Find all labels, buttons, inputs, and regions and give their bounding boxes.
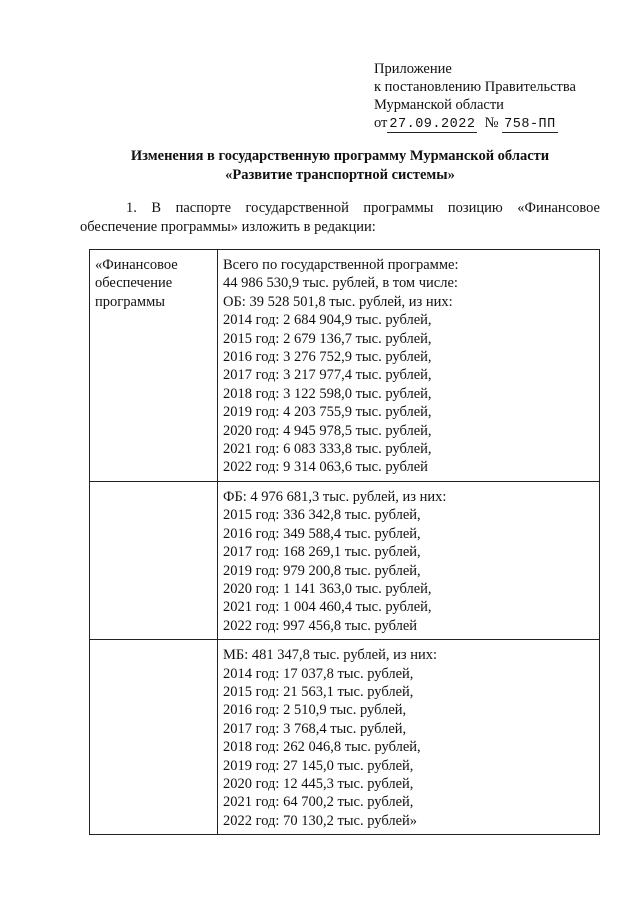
table-line: 2018 год: 262 046,8 тыс. рублей,	[223, 739, 421, 756]
title-line-2: «Развитие транспортной системы»	[225, 167, 455, 183]
appendix-line-2: к постановлению Правительства	[374, 79, 576, 95]
section-ob-cell	[218, 250, 600, 482]
appendix-block	[374, 60, 576, 134]
empty-label-cell	[90, 481, 218, 639]
table-line: 2015 год: 21 563,1 тыс. рублей,	[223, 683, 414, 700]
appendix-date-line	[374, 114, 576, 134]
table-line: 2021 год: 1 004 460,4 тыс. рублей,	[223, 599, 432, 616]
table-line: ФБ: 4 976 681,3 тыс. рублей, из них:	[223, 488, 447, 505]
table-row	[90, 640, 600, 835]
document-date: 27.09.2022	[389, 117, 476, 132]
label-line: обеспечение	[95, 275, 173, 292]
table-line: 2019 год: 979 200,8 тыс. рублей,	[223, 562, 421, 579]
table-line: 2018 год: 3 122 598,0 тыс. рублей,	[223, 385, 432, 402]
table-line: 44 986 530,9 тыс. рублей, в том числе:	[223, 275, 458, 292]
table-line: 2020 год: 12 445,3 тыс. рублей,	[223, 775, 414, 792]
table-line: 2019 год: 27 145,0 тыс. рублей,	[223, 757, 414, 774]
table-line: 2020 год: 4 945 978,5 тыс. рублей,	[223, 422, 432, 439]
title-line-1: Изменения в государственную программу Мурманской области	[130, 148, 550, 164]
appendix-line-3: Мурманской области	[374, 97, 504, 113]
label-line: программы	[95, 293, 165, 310]
date-prefix: от	[374, 115, 388, 131]
number-sign: №	[484, 115, 499, 131]
table-line: 2017 год: 3 217 977,4 тыс. рублей,	[223, 367, 432, 384]
table-line: 2022 год: 997 456,8 тыс. рублей	[223, 617, 418, 634]
document-number: 758-ПП	[504, 117, 556, 132]
table-line: 2020 год: 1 141 363,0 тыс. рублей,	[223, 580, 432, 597]
table-line: МБ: 481 347,8 тыс. рублей, из них:	[223, 647, 437, 664]
table-line: 2016 год: 349 588,4 тыс. рублей,	[223, 525, 421, 542]
table-line: 2022 год: 70 130,2 тыс. рублей»	[223, 812, 418, 829]
table-line: 2014 год: 17 037,8 тыс. рублей,	[223, 665, 414, 682]
intro-paragraph: 1. В паспорте государственной программы позицию «Финансовое обеспечение программы» изложить в редакции:	[80, 200, 600, 235]
table-line: 2015 год: 2 679 136,7 тыс. рублей,	[223, 330, 432, 347]
section-fb-cell	[218, 481, 600, 639]
table-row	[90, 481, 600, 639]
table-row	[90, 250, 600, 482]
table-line: 2017 год: 168 269,1 тыс. рублей,	[223, 544, 421, 561]
section-mb-cell	[218, 640, 600, 835]
empty-label-cell	[90, 640, 218, 835]
page-title	[80, 147, 600, 185]
table-line: 2015 год: 336 342,8 тыс. рублей,	[223, 507, 421, 524]
table-line: 2021 год: 64 700,2 тыс. рублей,	[223, 794, 414, 811]
table-line: 2016 год: 2 510,9 тыс. рублей,	[223, 702, 407, 719]
table-line: 2017 год: 3 768,4 тыс. рублей,	[223, 720, 407, 737]
table-line: 2019 год: 4 203 755,9 тыс. рублей,	[223, 404, 432, 421]
table-line: 2022 год: 9 314 063,6 тыс. рублей	[223, 459, 428, 476]
financing-table	[89, 249, 600, 835]
appendix-line-1: Приложение	[374, 61, 452, 77]
label-line: «Финансовое	[95, 257, 178, 273]
table-line: ОБ: 39 528 501,8 тыс. рублей, из них:	[223, 293, 453, 310]
table-line: Всего по государственной программе:	[223, 257, 459, 273]
label-cell	[90, 250, 218, 482]
table-line: 2021 год: 6 083 333,8 тыс. рублей,	[223, 441, 432, 458]
table-line: 2014 год: 2 684 904,9 тыс. рублей,	[223, 312, 432, 329]
table-line: 2016 год: 3 276 752,9 тыс. рублей,	[223, 349, 432, 366]
